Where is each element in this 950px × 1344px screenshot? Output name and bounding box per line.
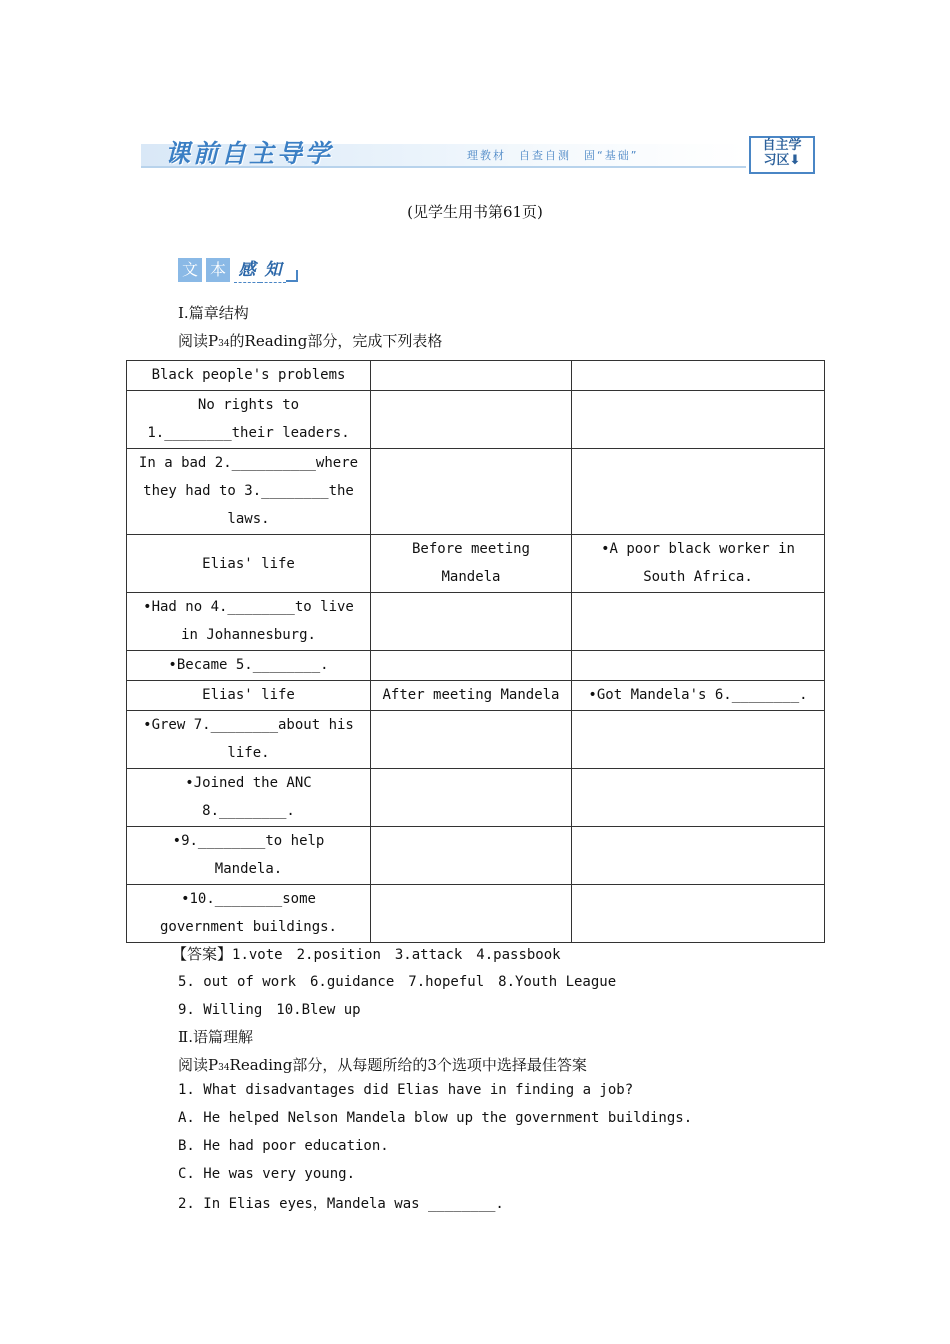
- table-cell: •Got Mandela's 6.________.: [572, 681, 825, 711]
- instruction-text: 阅读P: [178, 1056, 219, 1074]
- table-row: [127, 449, 825, 535]
- answers-line-2: 5. out of work 6.guidance 7.hopeful 8.Youth League: [178, 974, 617, 990]
- part2-instruction: [178, 1054, 587, 1075]
- table-cell: [371, 711, 572, 769]
- table-row: [127, 769, 825, 827]
- table-cell: [572, 711, 825, 769]
- part1-instruction: [178, 330, 442, 351]
- table-cell: [371, 593, 572, 651]
- option-b: B. He had poor education.: [178, 1138, 389, 1154]
- instruction-subscript: 34: [218, 339, 230, 349]
- table-row: [127, 593, 825, 651]
- table-cell: [371, 391, 572, 449]
- answers-label: 【答案】: [172, 945, 233, 963]
- table-row: [127, 681, 825, 711]
- section-banner: [141, 134, 816, 174]
- table-cell: [371, 885, 572, 943]
- table-cell: [572, 391, 825, 449]
- table-row: [127, 827, 825, 885]
- section-tag-corner: [286, 270, 298, 282]
- table-cell: •Grew 7.________about his life.: [127, 711, 371, 769]
- instruction-subscript: 34: [218, 1063, 230, 1073]
- table-cell: Elias' life: [127, 681, 371, 711]
- table-cell: No rights to 1.________their leaders.: [127, 391, 371, 449]
- table-cell: [371, 361, 572, 391]
- section-tag-char: 本: [206, 258, 230, 282]
- question-1: 1. What disadvantages did Elias have in finding a job?: [178, 1082, 634, 1098]
- table-cell: •Had no 4.________to live in Johannesburg.: [127, 593, 371, 651]
- instruction-text: 阅读P: [178, 332, 219, 350]
- instruction-text: Reading部分，从每题所给的3个选项中选择最佳答案: [229, 1056, 587, 1074]
- banner-subtitle: 理教材 自查自测 固“基础”: [467, 149, 639, 162]
- part1-heading: Ⅰ.篇章结构: [178, 304, 249, 322]
- table-cell: Elias' life: [127, 535, 371, 593]
- table-cell: [371, 769, 572, 827]
- table-cell: After meeting Mandela: [371, 681, 572, 711]
- section-tag-char: 感: [234, 258, 260, 283]
- table-row: [127, 391, 825, 449]
- table-row: [127, 885, 825, 943]
- option-c: C. He was very young.: [178, 1166, 356, 1182]
- option-a: A. He helped Nelson Mandela blow up the government buildings.: [178, 1110, 693, 1126]
- table-cell: •10.________some government buildings.: [127, 885, 371, 943]
- table-cell: In a bad 2.__________where they had to 3.________the laws.: [127, 449, 371, 535]
- table-row: [127, 361, 825, 391]
- answers-line-3: 9. Willing 10.Blew up: [178, 1002, 361, 1018]
- answers-text: 1.vote 2.position 3.attack 4.passbook: [232, 947, 561, 963]
- banner-badge-line2: 习区⬇: [763, 153, 801, 168]
- section-tag-char: 知: [260, 258, 286, 283]
- table-row: [127, 535, 825, 593]
- table-row: [127, 651, 825, 681]
- table-cell: [572, 449, 825, 535]
- table-cell: [572, 885, 825, 943]
- table-cell: •A poor black worker in South Africa.: [572, 535, 825, 593]
- section-tag-char: 文: [178, 258, 202, 282]
- table-cell: [572, 827, 825, 885]
- table-row: [127, 711, 825, 769]
- table-cell: [572, 651, 825, 681]
- table-cell: [371, 651, 572, 681]
- table-cell: Black people's problems: [127, 361, 371, 391]
- table-cell: •Became 5.________.: [127, 651, 371, 681]
- structure-table: [126, 360, 825, 943]
- banner-title: 课前自主导学: [165, 139, 334, 168]
- page-reference: (见学生用书第61页): [407, 203, 543, 221]
- banner-badge-line1: 自主学: [762, 138, 802, 153]
- instruction-text: 的Reading部分，完成下列表格: [229, 332, 443, 350]
- part2-heading: Ⅱ.语篇理解: [178, 1028, 253, 1046]
- question-2: 2. In Elias eyes，Mandela was ________.: [178, 1196, 504, 1212]
- table-cell: •9.________to help Mandela.: [127, 827, 371, 885]
- table-cell: •Joined the ANC 8.________.: [127, 769, 371, 827]
- table-cell: [371, 449, 572, 535]
- table-cell: [371, 827, 572, 885]
- banner-badge: [749, 136, 815, 174]
- table-cell: [572, 361, 825, 391]
- table-cell: Before meeting Mandela: [371, 535, 572, 593]
- section-tag: [178, 258, 298, 284]
- answers-line-1: [172, 943, 561, 964]
- table-cell: [572, 593, 825, 651]
- table-cell: [572, 769, 825, 827]
